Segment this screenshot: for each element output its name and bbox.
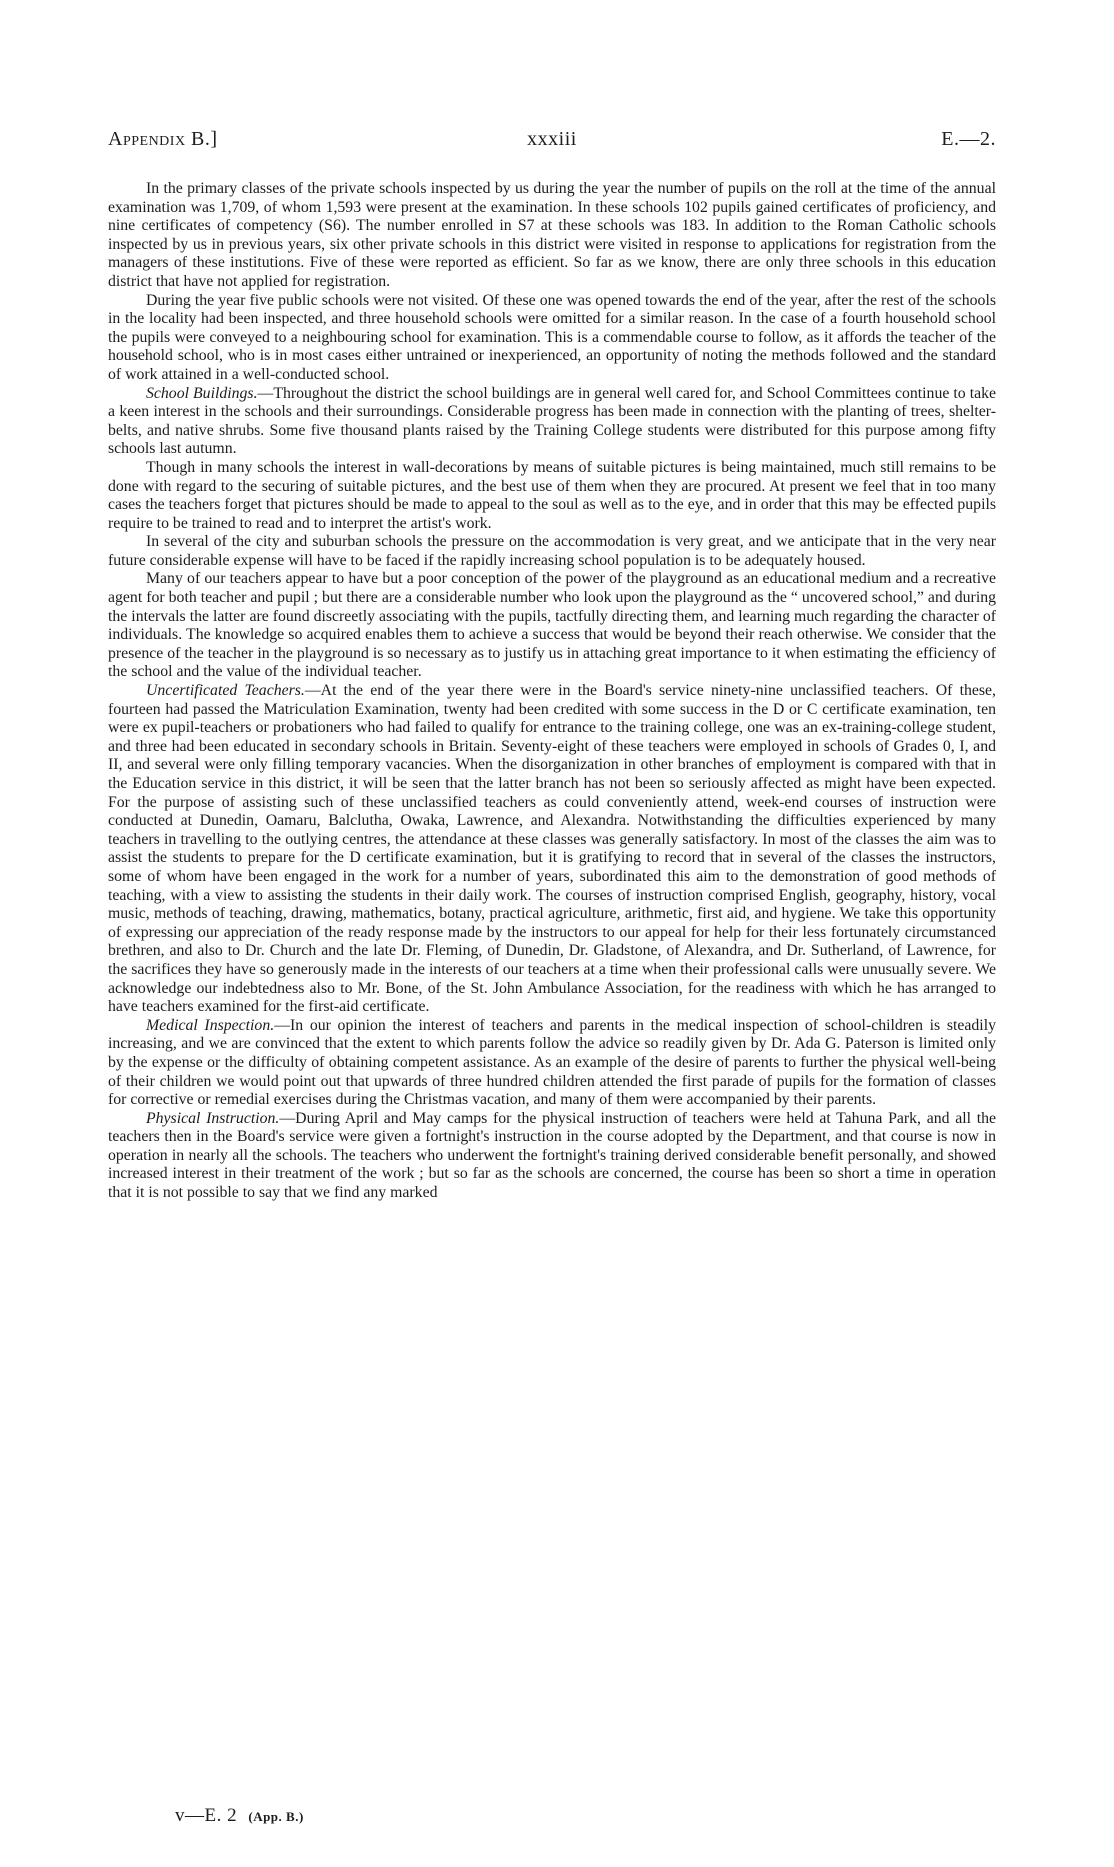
appendix-label: Appendix B.] (108, 128, 218, 150)
section-heading: Medical Inspection. (146, 1016, 275, 1034)
paragraph-medical-inspection: Medical Inspection.—In our opinion the interest of teachers and parents in the medical inspection of school-children is steadily increasing, and we are convinced that the extent to which parents follow the advice so readily given by Dr. Ada G. Paterson is limited only by the expense or the difficulty of obtaining competent assistance. As an example of the desire of parents to further the physical well-being of their children we would point out that upwards of three hundred children attended the first parade of pupils for the formation of classes for corrective or remedial exercises during the Christmas vacation, and many of them were accompanied by their parents. (108, 1016, 996, 1109)
document-code: E.—2. (941, 128, 996, 150)
page-footer (175, 1805, 304, 1827)
paragraph-uncertificated-teachers: Uncertificated Teachers.—At the end of the year there were in the Board's service ninety-nine unclassified teachers. Of these, fourteen had passed the Matriculation Examination, twenty had been credited with some success in the D or C certificate examination, ten were ex pupil-teachers or probationers who had failed to qualify for entrance to the training college, one was an ex-training-college student, and three had been educated in secondary schools in Britain. Seventy-eight of these teachers were employed in schools of Grades 0, I, and II, and several were only filling temporary vacancies. When the disorganization in other branches of employment is compared with that in the Education service in this district, it will be seen that the latter branch has not been so seriously affected as might have been expected. For the purpose of assisting such of these unclassified teachers as could conveniently attend, week-end courses of instruction were conducted at Dunedin, Oamaru, Balclutha, Owaka, Lawrence, and Alexandra. Notwithstanding the difficulties experienced by many teachers in travelling to the outlying centres, the attendance at these classes was generally satisfactory. In most of the classes the aim was to assist the students to prepare for the D certificate examination, but it is gratifying to record that in several of the classes the instructors, some of whom have been engaged in the work for a number of years, subordinated this aim to the demonstration of good methods of teaching, with a view to assisting the students in their daily work. The courses of instruction comprised English, geography, history, vocal music, methods of teaching, drawing, mathematics, botany, practical agriculture, arithmetic, first aid, and hygiene. We take this opportunity of expressing our appreciation of the ready response made by the instructors to our appeal for help for their less fortunately circumstanced brethren, and also to Dr. Church and the late Dr. Fleming, of Dunedin, Dr. Gladstone, of Alexandra, and Dr. Sutherland, of Lawrence, for the sacrifices they have so generously made in the interests of our teachers at a time when their professional calls were unusually severe. We acknowledge our indebtedness also to Mr. Bone, of the St. John Ambulance Association, for the readiness with which he has arranged to have teachers examined for the first-aid certificate. (108, 682, 996, 1016)
page-number: xxxiii (527, 128, 577, 150)
signature-mark: v—E. 2 (175, 1805, 238, 1826)
footer-note: (App. B.) (248, 1809, 304, 1824)
page-header (108, 128, 996, 160)
paragraph-physical-instruction: Physical Instruction.—During April and May camps for the physical instruction of teachers were held at Tahuna Park, and all the teachers then in the Board's service were given a fortnight's instruction in the course adopted by the Department, and that course is now in operation in nearly all the schools. The teachers who underwent the fortnight's training derived considerable benefit personally, and showed increased interest in their treatment of the work ; but so far as the schools are concerned, the course has been so short a time in operation that it is not possible to say that we find any marked (108, 1109, 996, 1202)
section-heading: School Buildings. (146, 384, 258, 402)
paragraph-wall-decorations: Though in many schools the interest in wall-decorations by means of suitable pictures is being maintained, much still remains to be done with regard to the securing of suitable pictures, and the best use of them when they are procured. At present we feel that in too many cases the teachers forget that pictures should be made to appeal to the soul as well as to the eye, and in order that this may be effected pupils require to be trained to read and to interpret the artist's work. (108, 458, 996, 532)
paragraph-playground: Many of our teachers appear to have but a poor conception of the power of the playground as an educational medium and a recreative agent for both teacher and pupil ; but there are a considerable number who look upon the playground as the “ uncovered school,” and during the intervals the latter are found discreetly associating with the pupils, tactfully directing them, and learning much regarding the character of individuals. The knowledge so acquired enables them to achieve a success that would be beyond their reach otherwise. We consider that the presence of the teacher in the playground is so necessary as to justify us in attaching great importance to it when estimating the efficiency of the school and the value of the individual teacher. (108, 570, 996, 681)
section-heading: Physical Instruction. (146, 1109, 280, 1127)
section-heading: Uncertificated Teachers. (146, 682, 305, 700)
paragraph-school-buildings: School Buildings.—Throughout the district the school buildings are in general well cared for, and School Committees continue to take a keen interest in the schools and their surroundings. Considerable progress has been made in connection with the planting of trees, shelter-belts, and native shrubs. Some five thousand plants raised by the Training College students were distributed for this purpose among fifty schools last autumn. (108, 384, 997, 458)
report-body (108, 180, 996, 1203)
paragraph-accommodation: In several of the city and suburban schools the pressure on the accommodation is very great, and we anticipate that in the very near future considerable expense will have to be faced if the rapidly increasing school population is to be adequately housed. (108, 533, 996, 569)
paragraph-private-schools: In the primary classes of the private schools inspected by us during the year the number of pupils on the roll at the time of the annual examination was 1,709, of whom 1,593 were present at the examination. In these schools 102 pupils gained certificates of proficiency, and nine certificates of competency (S6). The number enrolled in S7 at these schools was 183. In addition to the Roman Catholic schools inspected by us in previous years, six other private schools in this district were visited in response to applications for registration from the managers of these institutions. Five of these were reported as efficient. So far as we know, there are only three schools in this education district that have not applied for registration. (108, 180, 996, 290)
paragraph-schools-not-visited: During the year five public schools were not visited. Of these one was opened towards the end of the year, after the rest of the schools in the locality had been inspected, and three household schools were omitted for a similar reason. In the case of a fourth household school the pupils were conveyed to a neighbouring school for examination. This is a commendable course to follow, as it affords the teacher of the household school, who is in most cases either untrained or inexperienced, an opportunity of noting the methods followed and the standard of work attained in a well-conducted school. (108, 291, 996, 383)
